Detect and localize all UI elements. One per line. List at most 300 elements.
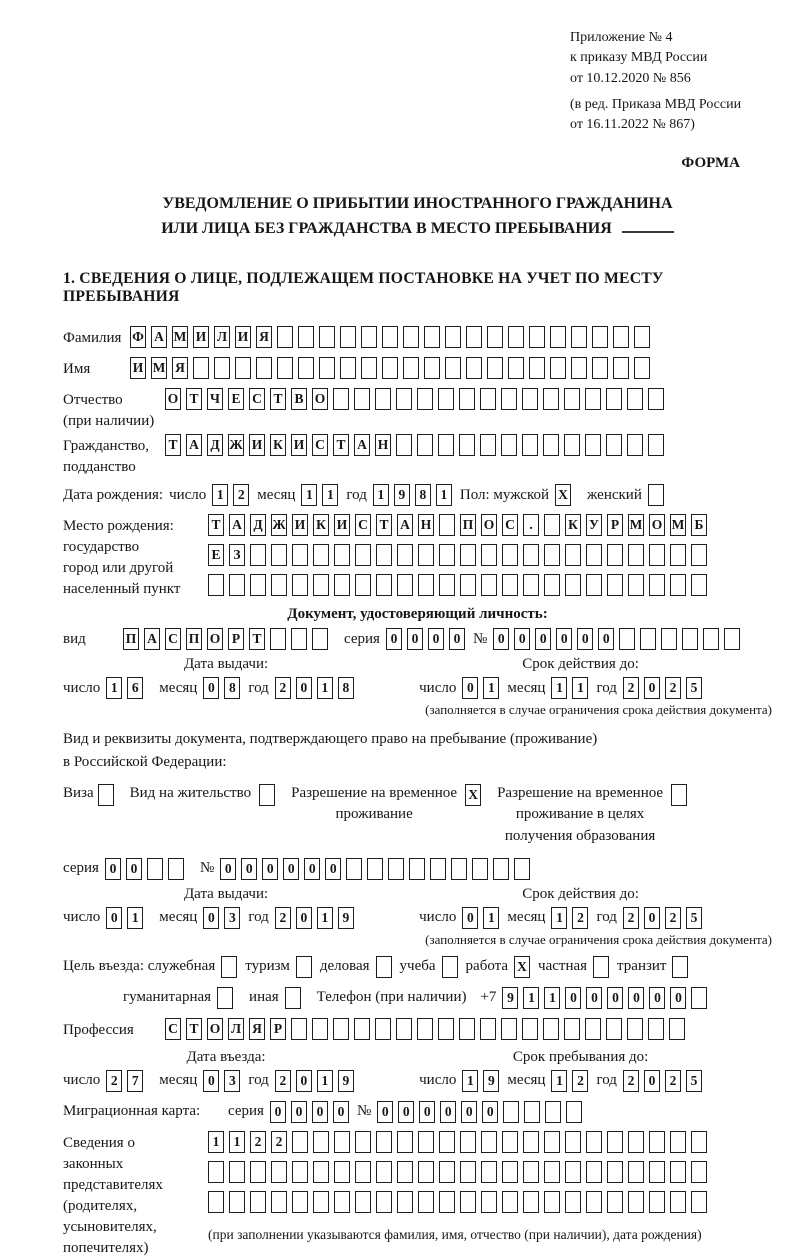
char-cell[interactable]	[592, 326, 608, 348]
char-cell[interactable]	[565, 1131, 581, 1153]
char-cell[interactable]: Т	[186, 1018, 202, 1040]
char-cell[interactable]	[586, 1191, 602, 1213]
entry-month[interactable]	[203, 1070, 240, 1092]
id-valid-year[interactable]	[623, 677, 702, 699]
char-cell[interactable]	[502, 1161, 518, 1183]
char-cell[interactable]	[627, 434, 643, 456]
citizenship-field[interactable]	[165, 434, 664, 456]
char-cell[interactable]: X	[555, 484, 571, 506]
char-cell[interactable]	[445, 326, 461, 348]
char-cell[interactable]: Ж	[228, 434, 244, 456]
char-cell[interactable]: К	[270, 434, 286, 456]
char-cell[interactable]	[256, 357, 272, 379]
char-cell[interactable]: И	[291, 434, 307, 456]
char-cell[interactable]	[439, 1131, 455, 1153]
char-cell[interactable]	[523, 1191, 539, 1213]
char-cell[interactable]	[376, 544, 392, 566]
char-cell[interactable]	[208, 1161, 224, 1183]
char-cell[interactable]	[296, 956, 312, 978]
char-cell[interactable]	[291, 628, 307, 650]
char-cell[interactable]: 0	[106, 907, 122, 929]
char-cell[interactable]	[271, 1161, 287, 1183]
char-cell[interactable]	[298, 357, 314, 379]
char-cell[interactable]	[355, 544, 371, 566]
char-cell[interactable]	[585, 434, 601, 456]
char-cell[interactable]	[682, 628, 698, 650]
char-cell[interactable]: 0	[407, 628, 423, 650]
char-cell[interactable]: Я	[172, 357, 188, 379]
char-cell[interactable]	[565, 574, 581, 596]
char-cell[interactable]: 0	[649, 987, 665, 1009]
char-cell[interactable]: 1	[523, 987, 539, 1009]
char-cell[interactable]: 0	[461, 1101, 477, 1123]
char-cell[interactable]	[271, 544, 287, 566]
char-cell[interactable]: О	[207, 628, 223, 650]
char-cell[interactable]	[291, 1018, 307, 1040]
purpose-humanitarian-checkbox[interactable]	[217, 987, 233, 1009]
char-cell[interactable]: 1	[317, 907, 333, 929]
char-cell[interactable]: Р	[228, 628, 244, 650]
char-cell[interactable]: Л	[214, 326, 230, 348]
res-issue-month[interactable]	[203, 907, 240, 929]
char-cell[interactable]: Т	[270, 388, 286, 410]
char-cell[interactable]	[691, 1131, 707, 1153]
char-cell[interactable]	[648, 388, 664, 410]
char-cell[interactable]	[628, 574, 644, 596]
char-cell[interactable]	[313, 1131, 329, 1153]
id-valid-month[interactable]	[551, 677, 588, 699]
char-cell[interactable]	[361, 357, 377, 379]
res-issue-year[interactable]	[275, 907, 354, 929]
char-cell[interactable]: Т	[165, 434, 181, 456]
char-cell[interactable]	[319, 326, 335, 348]
purpose-tourism-checkbox[interactable]	[296, 956, 312, 978]
char-cell[interactable]	[649, 1191, 665, 1213]
char-cell[interactable]: О	[649, 514, 665, 536]
char-cell[interactable]	[691, 544, 707, 566]
char-cell[interactable]	[333, 388, 349, 410]
char-cell[interactable]: К	[565, 514, 581, 536]
char-cell[interactable]	[571, 357, 587, 379]
char-cell[interactable]	[313, 574, 329, 596]
char-cell[interactable]: 2	[623, 1070, 639, 1092]
char-cell[interactable]	[439, 544, 455, 566]
char-cell[interactable]: 2	[275, 1070, 291, 1092]
char-cell[interactable]	[592, 357, 608, 379]
char-cell[interactable]	[565, 1191, 581, 1213]
char-cell[interactable]	[361, 326, 377, 348]
char-cell[interactable]	[481, 544, 497, 566]
char-cell[interactable]	[523, 574, 539, 596]
char-cell[interactable]: 0	[296, 677, 312, 699]
id-vid-field[interactable]	[123, 628, 328, 650]
char-cell[interactable]: 2	[250, 1131, 266, 1153]
char-cell[interactable]	[565, 1161, 581, 1183]
char-cell[interactable]	[606, 434, 622, 456]
char-cell[interactable]	[691, 574, 707, 596]
char-cell[interactable]	[334, 574, 350, 596]
char-cell[interactable]: Н	[375, 434, 391, 456]
char-cell[interactable]	[487, 357, 503, 379]
char-cell[interactable]	[502, 544, 518, 566]
char-cell[interactable]	[439, 1161, 455, 1183]
char-cell[interactable]	[208, 574, 224, 596]
char-cell[interactable]	[229, 574, 245, 596]
char-cell[interactable]	[634, 357, 650, 379]
char-cell[interactable]: Е	[228, 388, 244, 410]
char-cell[interactable]	[564, 1018, 580, 1040]
visa-checkbox[interactable]	[98, 784, 114, 806]
char-cell[interactable]: Р	[607, 514, 623, 536]
char-cell[interactable]: С	[165, 628, 181, 650]
char-cell[interactable]	[544, 1191, 560, 1213]
char-cell[interactable]: П	[186, 628, 202, 650]
purpose-work-checkbox[interactable]	[514, 956, 530, 978]
char-cell[interactable]: 9	[338, 1070, 354, 1092]
entry-day[interactable]	[106, 1070, 143, 1092]
char-cell[interactable]: 0	[535, 628, 551, 650]
char-cell[interactable]	[466, 357, 482, 379]
char-cell[interactable]: 1	[572, 677, 588, 699]
char-cell[interactable]	[354, 388, 370, 410]
char-cell[interactable]: 0	[203, 1070, 219, 1092]
char-cell[interactable]: 1	[373, 484, 389, 506]
char-cell[interactable]	[438, 388, 454, 410]
char-cell[interactable]: Е	[208, 544, 224, 566]
char-cell[interactable]	[397, 574, 413, 596]
char-cell[interactable]	[543, 1018, 559, 1040]
char-cell[interactable]: 0	[577, 628, 593, 650]
char-cell[interactable]	[669, 1018, 685, 1040]
char-cell[interactable]: А	[229, 514, 245, 536]
char-cell[interactable]: 1	[229, 1131, 245, 1153]
char-cell[interactable]	[271, 574, 287, 596]
char-cell[interactable]	[250, 574, 266, 596]
char-cell[interactable]	[424, 357, 440, 379]
char-cell[interactable]: 0	[644, 677, 660, 699]
char-cell[interactable]: 0	[220, 858, 236, 880]
char-cell[interactable]	[670, 1161, 686, 1183]
char-cell[interactable]	[672, 956, 688, 978]
char-cell[interactable]	[403, 357, 419, 379]
char-cell[interactable]: 0	[462, 677, 478, 699]
char-cell[interactable]	[333, 1018, 349, 1040]
char-cell[interactable]: 0	[670, 987, 686, 1009]
char-cell[interactable]	[481, 1161, 497, 1183]
char-cell[interactable]: 1	[436, 484, 452, 506]
stay-month[interactable]	[551, 1070, 588, 1092]
res-issue-day[interactable]	[106, 907, 143, 929]
char-cell[interactable]	[396, 388, 412, 410]
char-cell[interactable]: А	[354, 434, 370, 456]
purpose-other-checkbox[interactable]	[285, 987, 301, 1009]
char-cell[interactable]	[586, 1161, 602, 1183]
char-cell[interactable]	[593, 956, 609, 978]
char-cell[interactable]: 0	[283, 858, 299, 880]
char-cell[interactable]	[502, 1191, 518, 1213]
char-cell[interactable]	[550, 357, 566, 379]
char-cell[interactable]: 8	[415, 484, 431, 506]
char-cell[interactable]	[445, 357, 461, 379]
char-cell[interactable]	[607, 1131, 623, 1153]
char-cell[interactable]	[691, 1191, 707, 1213]
char-cell[interactable]	[375, 1018, 391, 1040]
birth-place-row3[interactable]	[208, 574, 707, 596]
char-cell[interactable]: П	[123, 628, 139, 650]
char-cell[interactable]: 0	[440, 1101, 456, 1123]
char-cell[interactable]	[438, 1018, 454, 1040]
char-cell[interactable]	[229, 1191, 245, 1213]
res-valid-month[interactable]	[551, 907, 588, 929]
char-cell[interactable]: 1	[208, 1131, 224, 1153]
char-cell[interactable]	[586, 574, 602, 596]
char-cell[interactable]	[193, 357, 209, 379]
char-cell[interactable]: 0	[628, 987, 644, 1009]
char-cell[interactable]: 1	[544, 987, 560, 1009]
char-cell[interactable]: 1	[462, 1070, 478, 1092]
char-cell[interactable]	[312, 1018, 328, 1040]
char-cell[interactable]	[480, 434, 496, 456]
id-seria-field[interactable]	[386, 628, 465, 650]
representatives-row1[interactable]	[208, 1131, 707, 1153]
char-cell[interactable]: 1	[483, 907, 499, 929]
char-cell[interactable]: У	[586, 514, 602, 536]
char-cell[interactable]	[460, 1131, 476, 1153]
char-cell[interactable]: 0	[312, 1101, 328, 1123]
char-cell[interactable]	[418, 1191, 434, 1213]
char-cell[interactable]	[217, 987, 233, 1009]
mig-seria-field[interactable]	[270, 1101, 349, 1123]
res-valid-day[interactable]	[462, 907, 499, 929]
char-cell[interactable]: 5	[686, 677, 702, 699]
char-cell[interactable]	[418, 544, 434, 566]
char-cell[interactable]	[544, 1161, 560, 1183]
char-cell[interactable]	[544, 1131, 560, 1153]
char-cell[interactable]: Д	[207, 434, 223, 456]
char-cell[interactable]: Ч	[207, 388, 223, 410]
char-cell[interactable]: 0	[333, 1101, 349, 1123]
char-cell[interactable]	[543, 388, 559, 410]
char-cell[interactable]	[628, 1191, 644, 1213]
char-cell[interactable]: 2	[665, 677, 681, 699]
purpose-transit-checkbox[interactable]	[672, 956, 688, 978]
char-cell[interactable]: А	[397, 514, 413, 536]
char-cell[interactable]: 0	[304, 858, 320, 880]
char-cell[interactable]	[493, 858, 509, 880]
char-cell[interactable]: М	[628, 514, 644, 536]
char-cell[interactable]: С	[312, 434, 328, 456]
char-cell[interactable]: 5	[686, 1070, 702, 1092]
char-cell[interactable]	[460, 1191, 476, 1213]
purpose-business-checkbox[interactable]	[376, 956, 392, 978]
char-cell[interactable]: 0	[241, 858, 257, 880]
char-cell[interactable]	[460, 574, 476, 596]
char-cell[interactable]: 1	[127, 907, 143, 929]
char-cell[interactable]	[502, 1131, 518, 1153]
char-cell[interactable]: 2	[275, 677, 291, 699]
char-cell[interactable]	[613, 326, 629, 348]
char-cell[interactable]: 0	[126, 858, 142, 880]
char-cell[interactable]: О	[312, 388, 328, 410]
char-cell[interactable]	[566, 1101, 582, 1123]
char-cell[interactable]	[442, 956, 458, 978]
char-cell[interactable]: А	[186, 434, 202, 456]
char-cell[interactable]	[670, 1191, 686, 1213]
representatives-row2[interactable]	[208, 1161, 707, 1183]
char-cell[interactable]	[670, 544, 686, 566]
char-cell[interactable]	[523, 1161, 539, 1183]
char-cell[interactable]	[277, 326, 293, 348]
char-cell[interactable]: Т	[208, 514, 224, 536]
char-cell[interactable]	[564, 388, 580, 410]
char-cell[interactable]	[459, 434, 475, 456]
phone-field[interactable]	[502, 987, 707, 1009]
char-cell[interactable]	[250, 1161, 266, 1183]
res-number-field[interactable]	[220, 858, 530, 880]
char-cell[interactable]: О	[481, 514, 497, 536]
char-cell[interactable]	[214, 357, 230, 379]
char-cell[interactable]: 0	[586, 987, 602, 1009]
char-cell[interactable]	[501, 388, 517, 410]
char-cell[interactable]: С	[355, 514, 371, 536]
char-cell[interactable]	[418, 1131, 434, 1153]
char-cell[interactable]: К	[313, 514, 329, 536]
char-cell[interactable]	[472, 858, 488, 880]
char-cell[interactable]: 2	[572, 1070, 588, 1092]
char-cell[interactable]: 2	[271, 1131, 287, 1153]
surname-field[interactable]	[130, 326, 650, 348]
char-cell[interactable]: 2	[572, 907, 588, 929]
purpose-study-checkbox[interactable]	[442, 956, 458, 978]
char-cell[interactable]: Р	[270, 1018, 286, 1040]
rvp-checkbox[interactable]	[465, 784, 481, 806]
char-cell[interactable]	[628, 1131, 644, 1153]
char-cell[interactable]: 0	[644, 907, 660, 929]
char-cell[interactable]	[271, 1191, 287, 1213]
char-cell[interactable]	[550, 326, 566, 348]
char-cell[interactable]	[250, 544, 266, 566]
char-cell[interactable]	[382, 326, 398, 348]
char-cell[interactable]	[397, 1191, 413, 1213]
char-cell[interactable]	[523, 1131, 539, 1153]
char-cell[interactable]: А	[151, 326, 167, 348]
char-cell[interactable]	[648, 434, 664, 456]
char-cell[interactable]	[648, 1018, 664, 1040]
char-cell[interactable]	[250, 1191, 266, 1213]
char-cell[interactable]: А	[144, 628, 160, 650]
char-cell[interactable]	[397, 544, 413, 566]
char-cell[interactable]: Б	[691, 514, 707, 536]
char-cell[interactable]	[397, 1161, 413, 1183]
char-cell[interactable]: 3	[224, 1070, 240, 1092]
char-cell[interactable]	[417, 1018, 433, 1040]
char-cell[interactable]	[586, 1131, 602, 1153]
char-cell[interactable]	[334, 1161, 350, 1183]
char-cell[interactable]: 0	[262, 858, 278, 880]
char-cell[interactable]	[439, 514, 455, 536]
char-cell[interactable]	[397, 1131, 413, 1153]
char-cell[interactable]	[522, 388, 538, 410]
char-cell[interactable]	[292, 1161, 308, 1183]
char-cell[interactable]: X	[514, 956, 530, 978]
char-cell[interactable]	[334, 1131, 350, 1153]
char-cell[interactable]: И	[249, 434, 265, 456]
char-cell[interactable]	[649, 1131, 665, 1153]
char-cell[interactable]	[565, 544, 581, 566]
char-cell[interactable]	[607, 574, 623, 596]
char-cell[interactable]: 0	[482, 1101, 498, 1123]
char-cell[interactable]: 0	[419, 1101, 435, 1123]
char-cell[interactable]	[503, 1101, 519, 1123]
char-cell[interactable]	[376, 1191, 392, 1213]
entry-year[interactable]	[275, 1070, 354, 1092]
char-cell[interactable]	[508, 357, 524, 379]
char-cell[interactable]	[382, 357, 398, 379]
char-cell[interactable]	[98, 784, 114, 806]
char-cell[interactable]: З	[229, 544, 245, 566]
char-cell[interactable]	[544, 514, 560, 536]
char-cell[interactable]	[670, 574, 686, 596]
char-cell[interactable]	[168, 858, 184, 880]
char-cell[interactable]: М	[151, 357, 167, 379]
char-cell[interactable]: 8	[338, 677, 354, 699]
char-cell[interactable]: 2	[623, 677, 639, 699]
char-cell[interactable]: 1	[106, 677, 122, 699]
sex-male-checkbox[interactable]	[555, 484, 571, 506]
char-cell[interactable]	[292, 544, 308, 566]
char-cell[interactable]: 9	[502, 987, 518, 1009]
char-cell[interactable]	[396, 1018, 412, 1040]
char-cell[interactable]: 2	[275, 907, 291, 929]
char-cell[interactable]: И	[334, 514, 350, 536]
char-cell[interactable]: 0	[556, 628, 572, 650]
char-cell[interactable]	[376, 1161, 392, 1183]
char-cell[interactable]: 0	[377, 1101, 393, 1123]
char-cell[interactable]: 9	[394, 484, 410, 506]
char-cell[interactable]: 2	[665, 907, 681, 929]
char-cell[interactable]: М	[670, 514, 686, 536]
char-cell[interactable]: 0	[565, 987, 581, 1009]
char-cell[interactable]	[417, 388, 433, 410]
char-cell[interactable]	[508, 326, 524, 348]
char-cell[interactable]	[292, 1191, 308, 1213]
char-cell[interactable]	[403, 326, 419, 348]
char-cell[interactable]: И	[235, 326, 251, 348]
char-cell[interactable]	[221, 956, 237, 978]
char-cell[interactable]	[439, 1191, 455, 1213]
char-cell[interactable]	[661, 628, 677, 650]
rvp-edu-checkbox[interactable]	[671, 784, 687, 806]
char-cell[interactable]	[529, 326, 545, 348]
char-cell[interactable]	[607, 544, 623, 566]
char-cell[interactable]: 1	[551, 1070, 567, 1092]
char-cell[interactable]	[649, 544, 665, 566]
char-cell[interactable]	[501, 434, 517, 456]
birth-month-field[interactable]	[301, 484, 338, 506]
char-cell[interactable]: 0	[296, 1070, 312, 1092]
char-cell[interactable]	[376, 956, 392, 978]
birth-place-row1[interactable]	[208, 514, 707, 536]
char-cell[interactable]: 1	[317, 1070, 333, 1092]
id-issue-month[interactable]	[203, 677, 240, 699]
char-cell[interactable]	[522, 434, 538, 456]
char-cell[interactable]: 0	[398, 1101, 414, 1123]
char-cell[interactable]: 3	[224, 907, 240, 929]
char-cell[interactable]	[634, 326, 650, 348]
char-cell[interactable]	[543, 434, 559, 456]
mig-number-field[interactable]	[377, 1101, 582, 1123]
char-cell[interactable]	[418, 1161, 434, 1183]
